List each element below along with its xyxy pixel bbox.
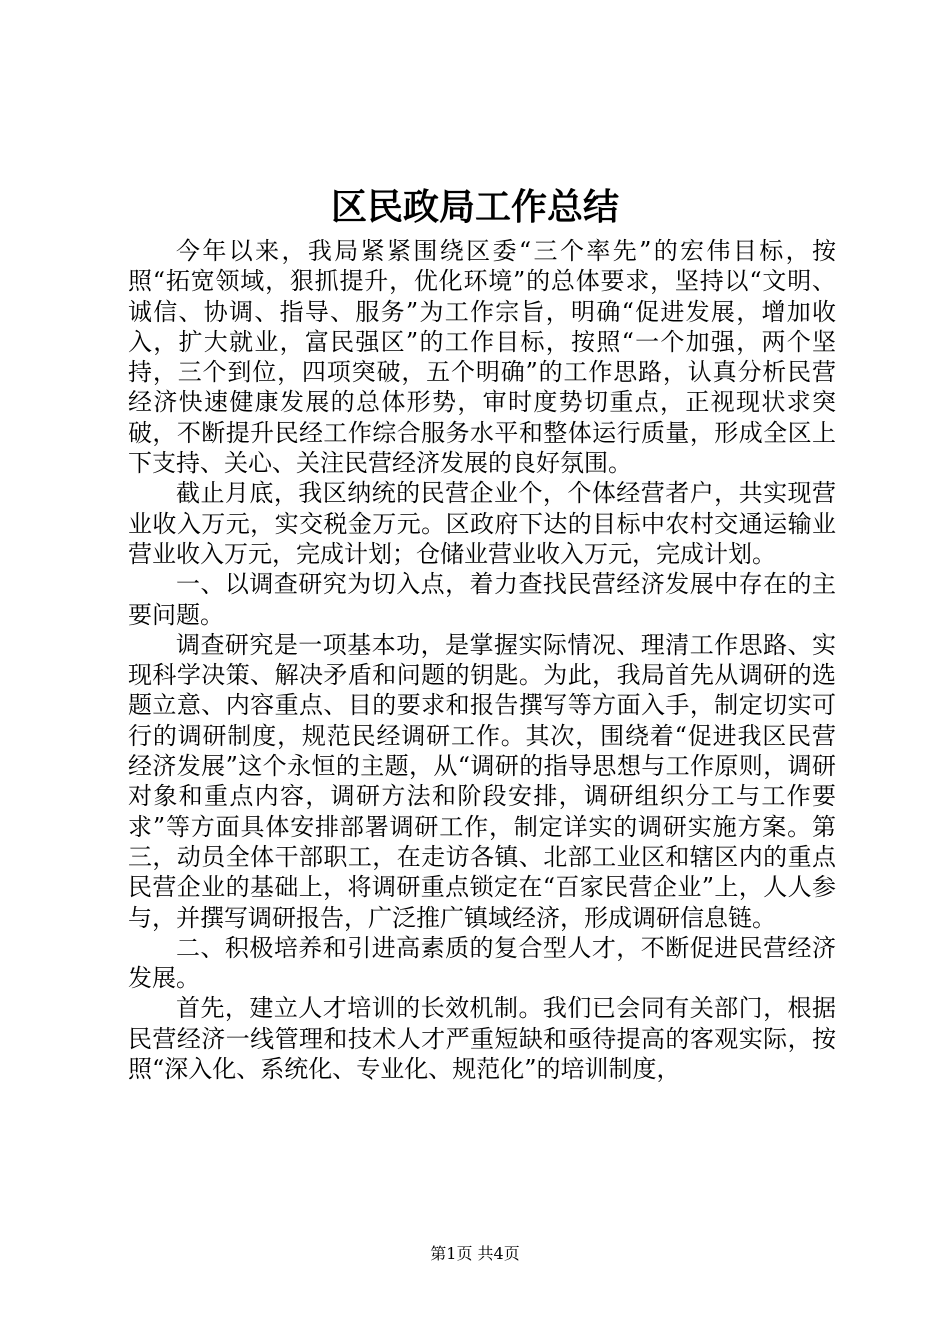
paragraph: 今年以来，我局紧紧围绕区委“三个率先”的宏伟目标，按照“拓宽领域，狠抓提升，优化环境”的总体要求，坚持以“文明、诚信、协调、指导、服务”为工作宗旨，明确“促进发展，增加收入，扩大就业，富民强区”的工作目标，按照“一个加强，两个坚持，三个到位，四项突破，五个明确”的工作思路，认真分析民营经济快速健康发展的总体形势，审时度势切重点，正视现状求突破，不断提升民经工作综合服务水平和整体运行质量，形成全区上下支持、关心、关注民营经济发展的良好氛围。	[128, 237, 836, 478]
paragraph: 调查研究是一项基本功，是掌握实际情况、理清工作思路、实现科学决策、解决矛盾和问题的钥匙。为此，我局首先从调研的选题立意、内容重点、目的要求和报告撰写等方面入手，制定切实可行的调研制度，规范民经调研工作。其次，围绕着“促进我区民营经济发展”这个永恒的主题，从“调研的指导思想与工作原则，调研对象和重点内容，调研方法和阶段安排，调研组织分工与工作要求”等方面具体安排部署调研工作，制定详实的调研实施方案。第三，动员全体干部职工，在走访各镇、北部工业区和辖区内的重点民营企业的基础上，将调研重点锁定在“百家民营企业”上，人人参与，并撰写调研报告，广泛推广镇域经济，形成调研信息链。	[128, 630, 836, 932]
section-heading: 二、积极培养和引进高素质的复合型人才，不断促进民营经济发展。	[128, 933, 836, 993]
paragraph: 截止月底，我区纳统的民营企业个，个体经营者户，共实现营业收入万元，实交税金万元。区政府下达的目标中农村交通运输业营业收入万元，完成计划；仓储业营业收入万元，完成计划。	[128, 479, 836, 568]
document-body	[128, 236, 836, 1084]
section-heading: 一、以调查研究为切入点，着力查找民营经济发展中存在的主要问题。	[128, 570, 836, 629]
document-title: 区民政局工作总结	[330, 186, 619, 228]
paragraph: 首先，建立人才培训的长效机制。我们已会同有关部门，根据民营经济一线管理和技术人才严重短缺和亟待提高的客观实际，按照“深入化、系统化、专业化、规范化”的培训制度，	[128, 994, 836, 1084]
page-footer: 第1页 共4页	[430, 1244, 520, 1263]
